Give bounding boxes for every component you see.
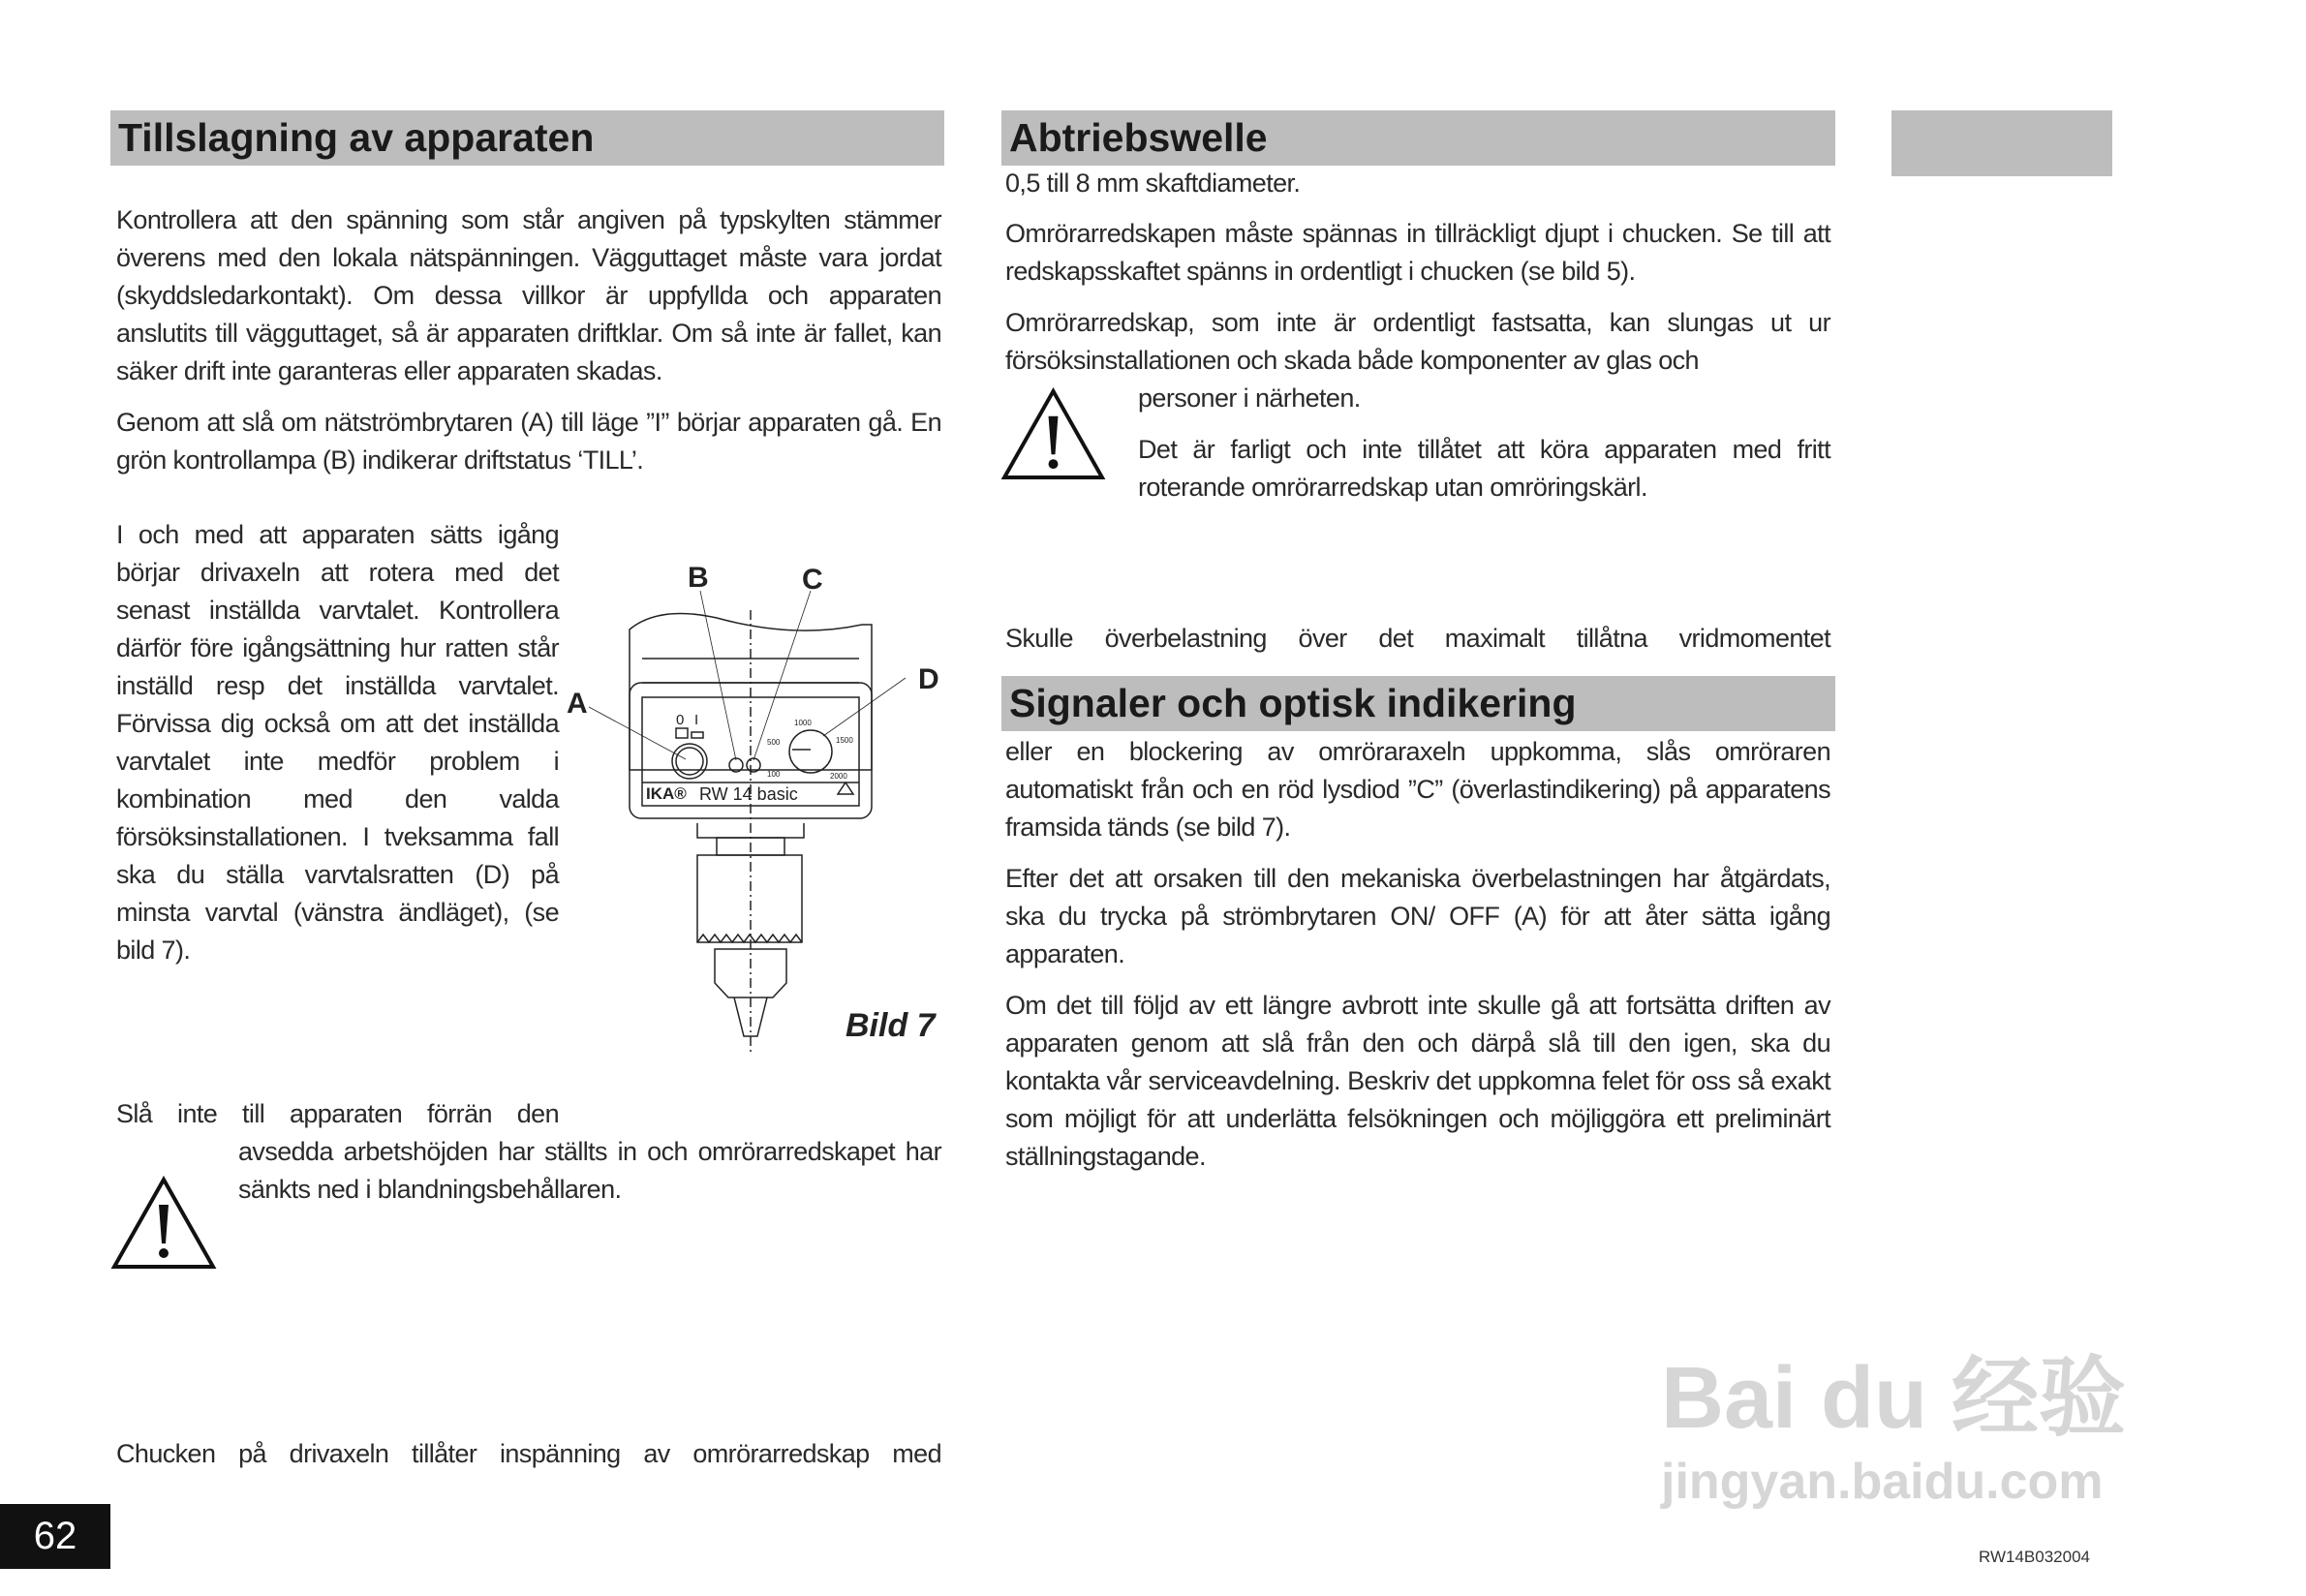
document-code: RW14B032004 xyxy=(1979,1548,2090,1566)
warning-icon xyxy=(110,1176,217,1271)
loose-tool-paragraph: Omrörarredskap, som inte är ordentligt fastsatta, kan slungas ut ur försöksinstallationen och skada både komponenter av glas och xyxy=(1005,308,1830,375)
overload-paragraph: eller en blockering av omröraraxeln uppkomma, slås omröraren automatiskt från och en röd lysdiod ”C” (överlastindikering) på apparatens framsida tänds (se bild 7). xyxy=(1005,737,1830,842)
section-heading-signaler: Signaler och optisk indikering xyxy=(1001,676,1835,731)
dial-500: 500 xyxy=(767,738,781,747)
overload-lead: Skulle överbelastning över det maximalt tillåtna vridmomentet xyxy=(1005,624,1830,653)
label-d: D xyxy=(918,663,939,695)
device-figure xyxy=(562,552,969,1075)
clamping-paragraph: Omrörarredskapen måste spännas in tillräckligt djupt i chucken. Se till att redskapsskaftet spänns in ordentligt i chucken (se bild 5). xyxy=(1005,219,1830,286)
figure-caption: Bild 7 xyxy=(846,1007,936,1044)
voltage-paragraph: Kontrollera att den spänning som står angiven på typskylten stämmer överens med den lokala nätspänningen. Vägguttaget måste vara jordat (skyddsledarkontakt). Om dessa villkor är uppfyllda och apparaten anslutits till vägguttaget, så är apparaten driftklar. Om så inte är fallet, kan säker drift inte garanteras eller apparaten skadas. xyxy=(116,205,941,385)
dial-2000: 2000 xyxy=(830,772,847,781)
page-number: 62 xyxy=(0,1504,110,1569)
brand-label: IKA® xyxy=(646,784,687,803)
label-a: A xyxy=(567,688,588,720)
label-b: B xyxy=(688,562,709,594)
dial-1500: 1500 xyxy=(836,736,853,745)
warning-lead: Slå inte till apparaten förrän den xyxy=(116,1099,559,1128)
section-heading-abtriebswelle: Abtriebswelle xyxy=(1001,110,1835,166)
service-paragraph: Om det till följd av ett längre avbrott inte skulle gå att fortsätta driften av apparaten genom att slå från den och därpå slå till den igen, ska du kontakta vår serviceavdelning. Beskriv det uppkomna felet för oss så exakt som möjligt för att underlätta felsökningen och möjliggöra ett preliminärt ställningstagande. xyxy=(1005,991,1830,1171)
dial-1000: 1000 xyxy=(794,719,812,727)
speed-paragraph: I och med att apparaten sätts igång börjar drivaxeln att rotera med det senast inställda varvtalet. Kontrollera därför före igångsättning hur ratten står inställd resp det inställda varvtalet. Förvissa dig också om att det inställda varvtalet inte medför problem i kombination med den valda försöksinstallationen. I tveksamma fall ska du ställa varvtalsratten (D) på minsta varvtal (vänstra ändläget), (se bild 7). xyxy=(116,520,559,965)
warning-icon xyxy=(998,387,1109,481)
signals-body xyxy=(1005,733,1830,1176)
paragraph xyxy=(116,201,941,479)
switch-on-label: I xyxy=(694,712,699,728)
restart-paragraph: Efter det att orsaken till den mekaniska överbelastningen har åtgärdats, ska du trycka på strömbrytaren ON/ OFF (A) för att åter sätta igång apparaten. xyxy=(1005,864,1830,968)
warning-text-2: Det är farligt och inte tillåtet att köra apparaten med fritt roterande omrörarredskap utan omröringskärl. xyxy=(1138,435,1830,502)
rw14-drawing xyxy=(562,552,969,1075)
watermark-logo: Bai du 经验 xyxy=(1661,1350,2127,1447)
grey-tab-block xyxy=(1891,110,2112,176)
shaft-diameter: 0,5 till 8 mm skaftdiameter. xyxy=(1005,169,1301,198)
label-c: C xyxy=(802,564,823,596)
model-label: RW 14 basic xyxy=(699,784,798,804)
chuck-text: Chucken på drivaxeln tillåter inspänning av omrörarredskap med xyxy=(116,1439,941,1468)
switch-off-label: 0 xyxy=(676,712,685,728)
dial-100: 100 xyxy=(767,770,781,779)
section-heading-tillslagning: Tillslagning av apparaten xyxy=(110,110,944,166)
loose-tool-rest: personer i närheten. xyxy=(1138,384,1361,413)
switch-paragraph: Genom att slå om nätströmbrytaren (A) till läge ”I” börjar apparaten gå. En grön kontrollampa (B) indikerar driftstatus ‘TILL’. xyxy=(116,408,941,475)
warning-text: avsedda arbetshöjden har ställts in och omrörarredskapet har sänkts ned i blandningsbehållaren. xyxy=(238,1137,941,1204)
watermark-url: jingyan.baidu.com xyxy=(1661,1454,2104,1510)
